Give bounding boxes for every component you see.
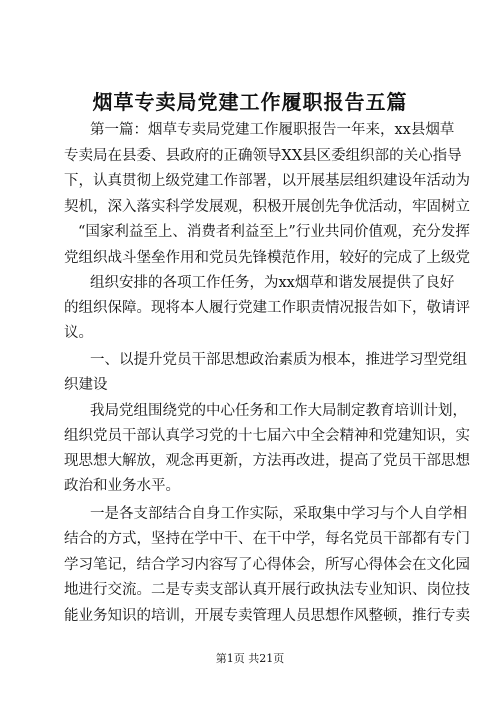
paragraph-line: 能业务知识的培训，开展专卖管理人员思想作风整顿，推行专卖 bbox=[64, 608, 470, 624]
page-footer: 第1页 共21页 bbox=[215, 652, 285, 665]
paragraph-line: 契机，深入落实科学发展观，积极开展创先争优活动，牢固树立 bbox=[64, 199, 470, 215]
paragraph-line: 议。 bbox=[64, 325, 93, 341]
paragraph-line: 我局党组围绕党的中心任务和工作大局制定教育培训计划， bbox=[90, 403, 467, 419]
paragraph-line: 地进行交流。二是专卖支部认真开展行政执法专业知识、岗位技 bbox=[64, 582, 470, 598]
document-title: 烟草专卖局党建工作履职报告五篇 bbox=[92, 90, 408, 114]
paragraph-line: 第一篇：烟草专卖局党建工作履职报告一年来，xx县烟草 bbox=[90, 122, 455, 138]
paragraph-line: “国家利益至上、消费者利益至上”行业共同价值观，充分发挥 bbox=[78, 224, 470, 240]
paragraph-line: 专卖局在县委、县政府的正确领导XX县区委组织部的关心指导 bbox=[64, 148, 462, 164]
paragraph-line: 学习笔记，结合学习内容写了心得体会，所写心得体会在文化园 bbox=[64, 557, 470, 573]
paragraph-line: 政治和业务水平。 bbox=[64, 478, 180, 494]
section-heading-line: 一、以提升党员干部思想政治素质为根本，推进学习型党组 bbox=[90, 352, 467, 368]
paragraph-line: 一是各支部结合自身工作实际，采取集中学习与个人自学相 bbox=[90, 506, 467, 522]
paragraph-line: 党组织战斗堡垒作用和党员先锋模范作用，较好的完成了上级党 bbox=[64, 250, 470, 266]
section-heading-line: 织建设 bbox=[64, 377, 108, 393]
paragraph-line: 组织党员干部认真学习党的十七届六中全会精神和党建知识，实 bbox=[64, 428, 470, 444]
paragraph-line: 的组织保障。现将本人履行党建工作职责情况报告如下，敬请评 bbox=[64, 300, 470, 316]
paragraph-line: 组织安排的各项工作任务，为xx烟草和谐发展提供了良好 bbox=[90, 275, 455, 291]
paragraph-line: 下，认真贯彻上级党建工作部署，以开展基层组织建设年活动为 bbox=[64, 173, 470, 189]
paragraph-line: 结合的方式，坚持在学中干、在干中学，每名党员干部都有专门 bbox=[64, 531, 470, 547]
paragraph-line: 现思想大解放，观念再更新，方法再改进，提高了党员干部思想 bbox=[64, 453, 470, 469]
